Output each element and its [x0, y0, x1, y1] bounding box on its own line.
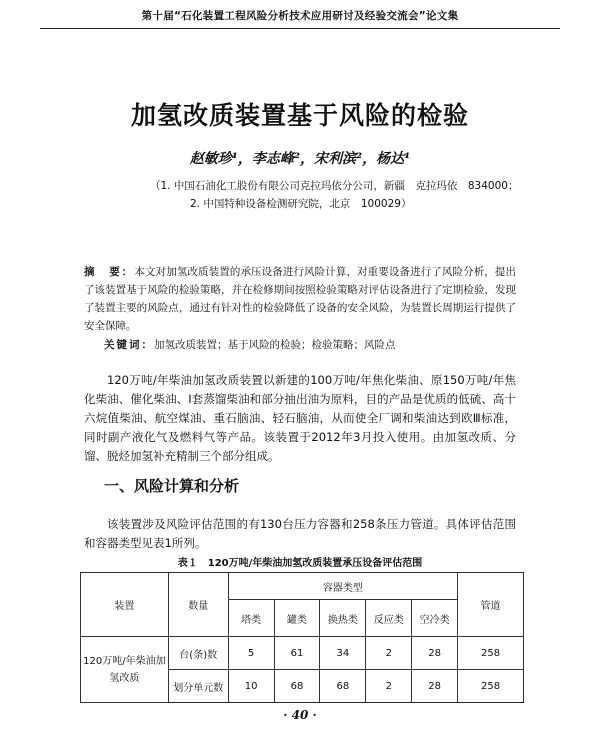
keywords-text: 加氢改质装置；基于风险的检验；检验策略；风险点 — [154, 339, 396, 351]
table-cell: 5 — [228, 637, 274, 670]
header-type-reactor: 反应类 — [366, 600, 412, 637]
table-caption: 表１ 120万吨/年柴油加氢改质装置承压设备评估范围 — [177, 558, 423, 569]
header-pipeline: 管道 — [458, 573, 524, 637]
header-type-aircooler: 空冷类 — [412, 600, 458, 637]
table-cell: 68 — [320, 670, 366, 703]
device-name-cell: 120万吨/年柴油加氢改质 — [81, 637, 169, 703]
table-cell: 10 — [228, 670, 274, 703]
table-cell: 34 — [320, 637, 366, 670]
table-cell: 258 — [458, 670, 524, 703]
intro-paragraph: 120万吨/年柴油加氢改质装置以新建的100万吨/年焦化柴油、原150万吨/年焦化柴油、催化柴油、I套蒸馏柴油和部分抽出油为原料，目的产品是优质的低硫、高十六烷值柴油、航空煤油、重石脑油、轻石脑油，从而使全厂调和柴油达到欧Ⅲ标准，同时副产液化气及燃料气等产品。该装置于2012年3月投入使用。由加氢改质、分馏、脱烃加氢补充精制三个部分组成。 — [84, 373, 516, 463]
assessment-table — [80, 572, 524, 703]
row-label: 划分单元数 — [168, 670, 228, 703]
author-list: 赵敏珍¹，李志峰²，宋利滨²，杨达¹ — [189, 151, 411, 167]
abstract-label: 摘 要： — [84, 266, 135, 278]
table-cell: 258 — [458, 637, 524, 670]
table-cell: 2 — [366, 670, 412, 703]
abstract — [84, 263, 516, 335]
header-type-tower: 塔类 — [228, 600, 274, 637]
header-vessel-types: 容器类型 — [228, 573, 457, 600]
section-paragraph: 该装置涉及风险评估范围的有130台压力容器和258条压力管道。具体评估范围和容器类型见表1所列。 — [84, 517, 516, 550]
table-cell: 2 — [366, 637, 412, 670]
header-type-exchanger: 换热类 — [320, 600, 366, 637]
table-cell: 28 — [412, 670, 458, 703]
affiliation-2: 2. 中国特种设备检测研究院，北京 100029） — [190, 198, 412, 210]
row-label: 台(条)数 — [168, 637, 228, 670]
table-cell: 28 — [412, 637, 458, 670]
keywords — [104, 337, 516, 352]
table-cell: 61 — [274, 637, 320, 670]
paper-title: 加氢改质装置基于风险的检验 — [130, 101, 469, 130]
header-device: 装置 — [81, 573, 169, 637]
keywords-label: 关键词： — [104, 339, 154, 351]
header-rule — [40, 28, 560, 29]
section-heading: 一、风险计算和分析 — [104, 477, 240, 495]
affiliation-1: （1. 中国石油化工股份有限公司克拉玛依分公司，新疆 克拉玛依 834000； — [150, 180, 519, 192]
page-number: · 40 · — [283, 708, 317, 722]
header-type-tank: 罐类 — [274, 600, 320, 637]
running-header: 第十届“石化装置工程风险分析技术应用研讨及经验交流会”论文集 — [141, 10, 459, 22]
table-cell: 68 — [274, 670, 320, 703]
abstract-text: 本文对加氢改质装置的承压设备进行风险计算，对重要设备进行了风险分析，提出了该装置基于风险的检验策略，并在检修期间按照检验策略对评估设备进行了定期检验，发现了装置主要的风险点，通过有针对性的检验降低了设备的安全风险，为装置长周期运行提供了安全保障。 — [84, 266, 517, 332]
header-quantity: 数量 — [168, 573, 228, 637]
